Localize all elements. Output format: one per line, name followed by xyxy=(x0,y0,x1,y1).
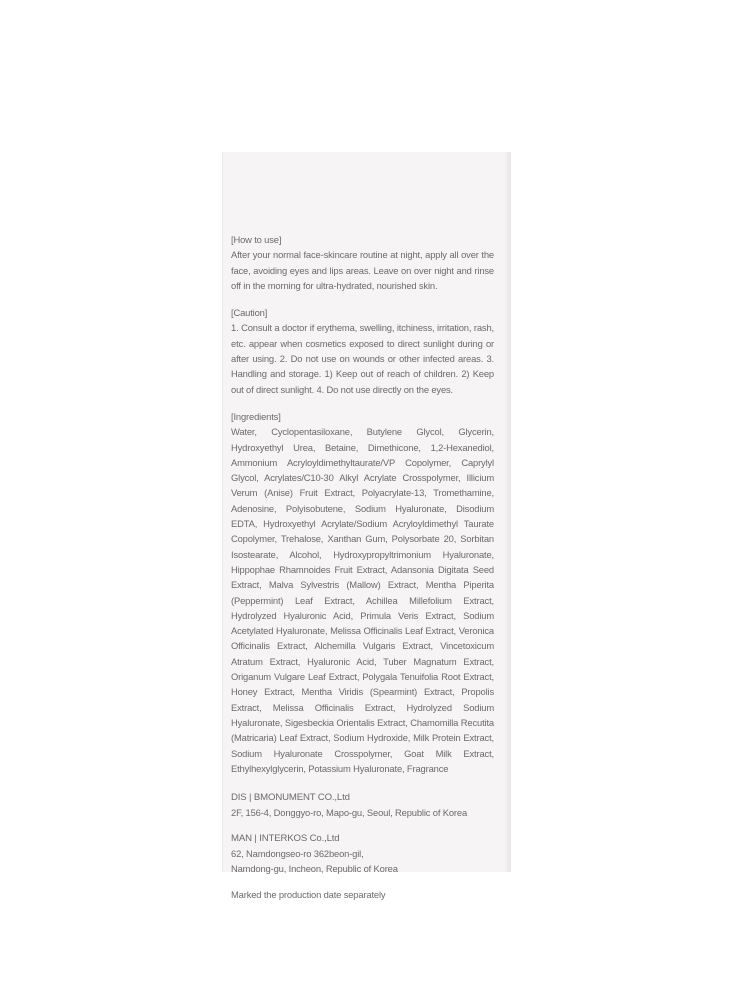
manufacturer-block xyxy=(231,831,494,877)
manufacturer-label: MAN | INTERKOS Co.,Ltd xyxy=(231,832,340,844)
ingredients-section xyxy=(231,409,494,776)
caution-section xyxy=(231,305,494,397)
distributor-label: DIS | BMONUMENT CO.,Ltd xyxy=(231,792,350,804)
distributor-address: 2F, 156-4, Donggyo-ro, Mapo-gu, Seoul, Republic of Korea xyxy=(231,807,468,819)
how-to-use-text: After your normal face-skincare routine at night, apply all over the face, avoiding eyes and lips areas. Leave on over night and rinse off in the morning for ultra-hydrated, nourished skin. xyxy=(231,249,494,291)
caution-heading: [Caution] xyxy=(231,307,268,319)
ingredients-text: Water, Cyclopentasiloxane, Butylene Glycol, Glycerin, Hydroxyethyl Urea, Betaine, Dimethicone, 1,2-Hexanediol, Ammonium Acryloyldimethyltaurate/VP Copolymer, Caprylyl Glycol, Acrylates/C10-30 Alkyl Acrylate Crosspolymer, Illicium Verum (Anise) Fruit Extract, Polyacrylate-13, Tromethamine, Adenosine, Polyisobutene, Sodium Hyaluronate, Disodium EDTA, Hydroxyethyl Acrylate/Sodium Acryloyldimethyl Taurate Copolymer, Trehalose, Xanthan Gum, Polysorbate 20, Sorbitan Isostearate, Alcohol, Hydroxypropyltrimonium Hyaluronate, Hippophae Rhamnoides Fruit Extract, Adansonia Digitata Seed Extract, Malva Sylvestris (Mallow) Extract, Mentha Piperita (Peppermint) Leaf Extract, Achillea Millefolium Extract, Hydrolyzed Hyaluronic Acid, Primula Veris Extract, Sodium Acetylated Hyaluronate, Melissa Officinalis Leaf Extract, Veronica Officinalis Extract, Alchemilla Vulgaris Extract, Vincetoxicum Atratum Extract, Hyaluronic Acid, Tuber Magnatum Extract, Origanum Vulgare Leaf Extract, Polygala Tenuifolia Root Extract, Honey Extract, Mentha Viridis (Spearmint) Extract, Propolis Extract, Melissa Officinalis Extract, Hydrolyzed Sodium Hyaluronate, Sigesbeckia Orientalis Extract, Chamomilla Recutita (Matricaria) Leaf Extract, Sodium Hydroxide, Milk Protein Extract, Sodium Hyaluronate Crosspolymer, Goat Milk Extract, Ethylhexylglycerin, Potassium Hyaluronate, Fragrance xyxy=(231,426,494,774)
manufacturer-address-line-1: 62, Namdongseo-ro 362beon-gil, xyxy=(231,847,364,859)
product-box-panel xyxy=(222,152,511,900)
production-date-note: Marked the production date separately xyxy=(231,888,386,900)
ingredients-heading: [Ingredients] xyxy=(231,410,281,422)
manufacturer-address-line-2: Namdong-gu, Incheon, Republic of Korea xyxy=(231,863,398,875)
how-to-use-heading: [How to use] xyxy=(231,234,282,245)
caution-text: 1. Consult a doctor if erythema, swelling, itchiness, irritation, rash, etc. appear when cosmetics exposed to direct sunlight during or after using. 2. Do not use on wounds or other infected areas. 3. Handling and storage. 1) Keep out of reach of children. 2) Keep out of direct sunlight. 4. Do not use directly on the eyes. xyxy=(231,322,494,395)
distributor-block xyxy=(231,790,494,821)
box-edge-shading xyxy=(504,152,510,872)
label-text-content xyxy=(231,232,494,902)
how-to-use-section xyxy=(231,232,494,293)
